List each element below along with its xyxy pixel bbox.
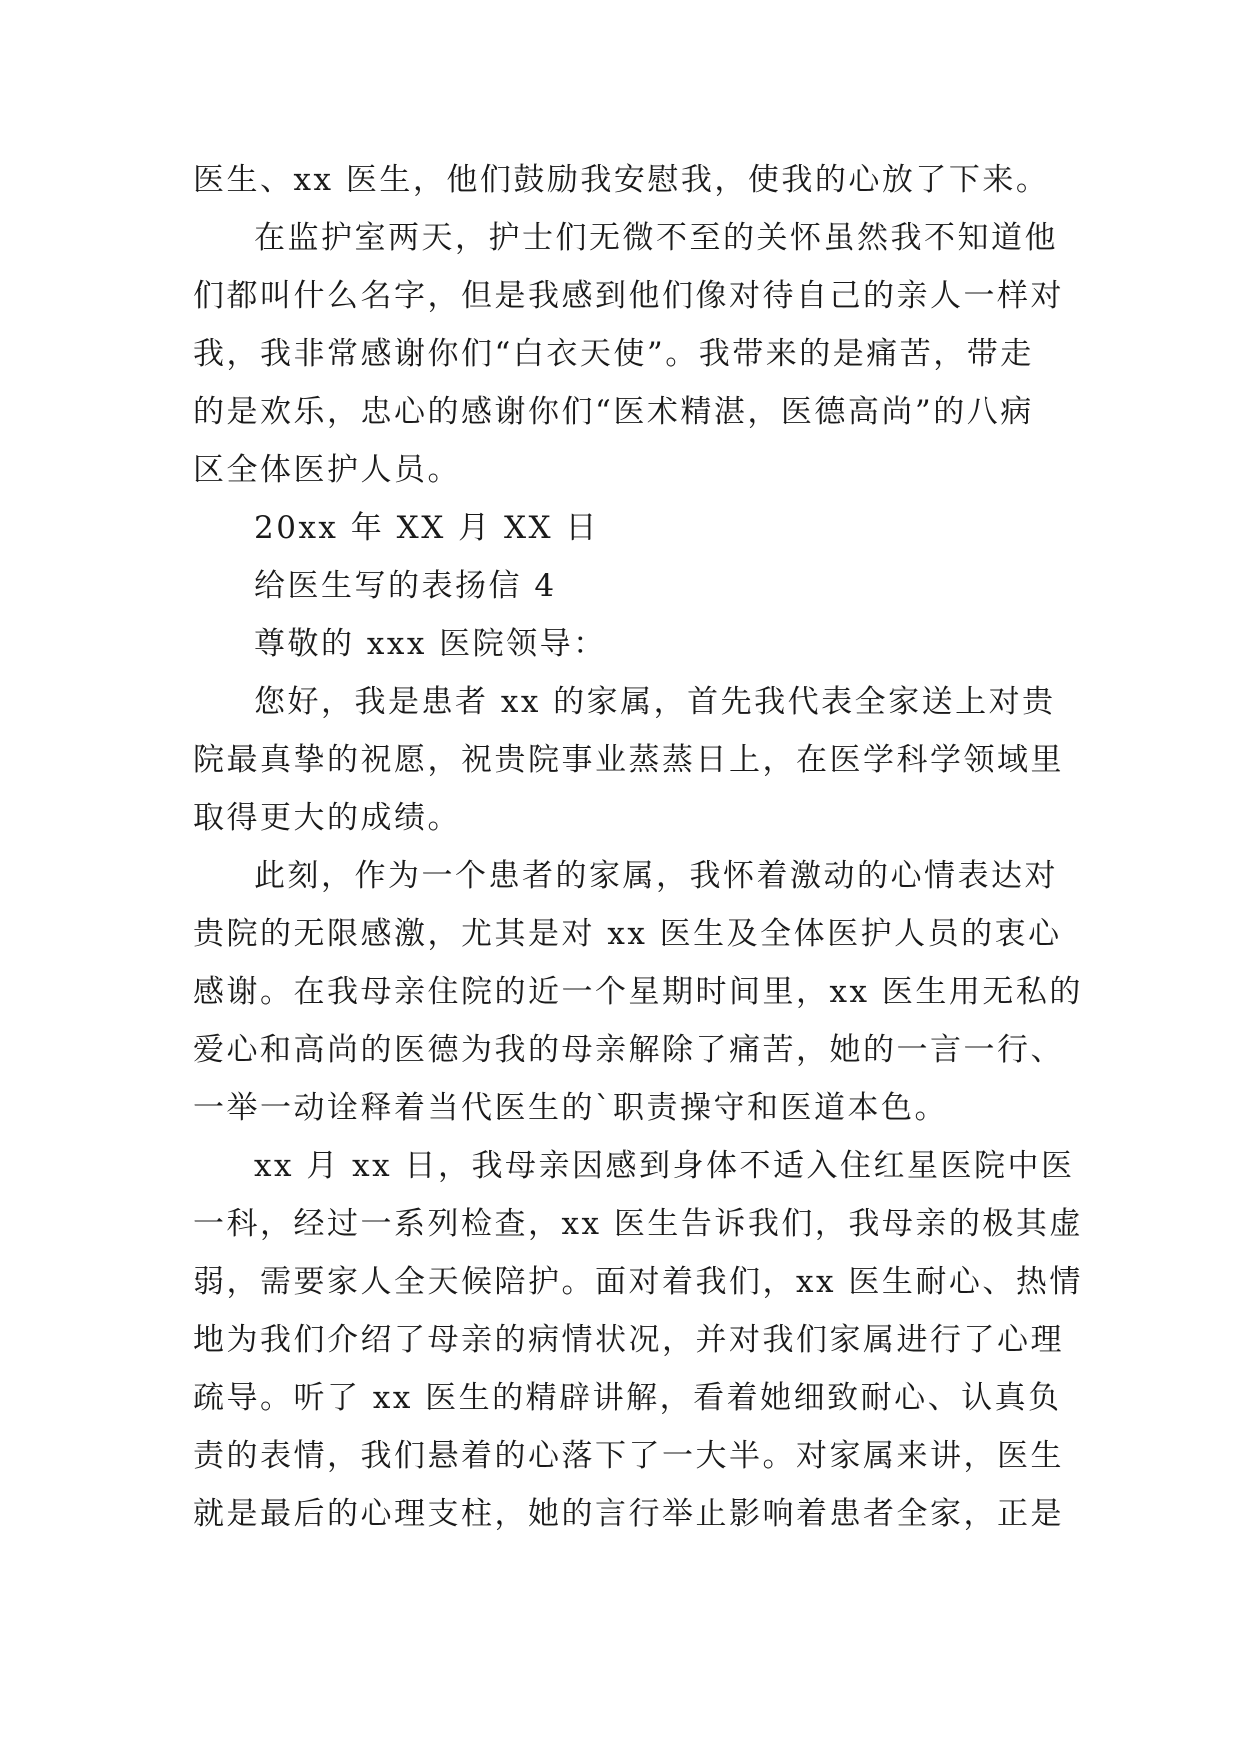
text-line: 疏导。听了 xx 医生的精辟讲解，看着她细致耐心、认真负 bbox=[193, 1380, 1062, 1416]
text-line: 我，我非常感谢你们“白衣天使”。我带来的是痛苦，带走 bbox=[193, 336, 1034, 372]
text-line: 爱心和高尚的医德为我的母亲解除了痛苦，她的一言一行、 bbox=[193, 1032, 1064, 1068]
text-line: 地为我们介绍了母亲的病情状况，并对我们家属进行了心理 bbox=[193, 1322, 1064, 1358]
text-line: 贵院的无限感激，尤其是对 xx 医生及全体医护人员的衷心 bbox=[193, 916, 1062, 952]
text-line: 一科，经过一系列检查，xx 医生告诉我们，我母亲的极其虚 bbox=[193, 1206, 1083, 1242]
date-line: 20xx 年 XX 月 XX 日 bbox=[254, 510, 599, 546]
text-line: 责的表情，我们悬着的心落下了一大半。对家属来讲，医生 bbox=[193, 1438, 1064, 1474]
text-line: 院最真挚的祝愿，祝贵院事业蒸蒸日上，在医学科学领域里 bbox=[193, 742, 1064, 778]
text-line: 在监护室两天，护士们无微不至的关怀虽然我不知道他 bbox=[254, 220, 1058, 256]
section-title: 给医生写的表扬信 4 bbox=[254, 568, 557, 604]
text-line: 取得更大的成绩。 bbox=[193, 800, 461, 836]
text-line: 一举一动诠释着当代医生的`职责操守和医道本色。 bbox=[193, 1090, 948, 1126]
text-line: 医生、xx 医生，他们鼓励我安慰我，使我的心放了下来。 bbox=[193, 162, 1050, 198]
text-line: 们都叫什么名字，但是我感到他们像对待自己的亲人一样对 bbox=[193, 278, 1064, 314]
text-line: xx 月 xx 日，我母亲因感到身体不适入住红星医院中医 bbox=[254, 1148, 1075, 1184]
text-line: 感谢。在我母亲住院的近一个星期时间里，xx 医生用无私的 bbox=[193, 974, 1083, 1010]
salutation: 尊敬的 xxx 医院领导： bbox=[254, 626, 607, 662]
text-line: 的是欢乐，忠心的感谢你们“医术精湛，医德高尚”的八病 bbox=[193, 394, 1034, 430]
text-line: 您好，我是患者 xx 的家属，首先我代表全家送上对贵 bbox=[254, 684, 1056, 720]
text-line: 弱，需要家人全天候陪护。面对着我们，xx 医生耐心、热情 bbox=[193, 1264, 1083, 1300]
text-line: 就是最后的心理支柱，她的言行举止影响着患者全家，正是 bbox=[193, 1496, 1064, 1532]
text-line: 区全体医护人员。 bbox=[193, 452, 461, 488]
text-line: 此刻，作为一个患者的家属，我怀着激动的心情表达对 bbox=[254, 858, 1058, 894]
